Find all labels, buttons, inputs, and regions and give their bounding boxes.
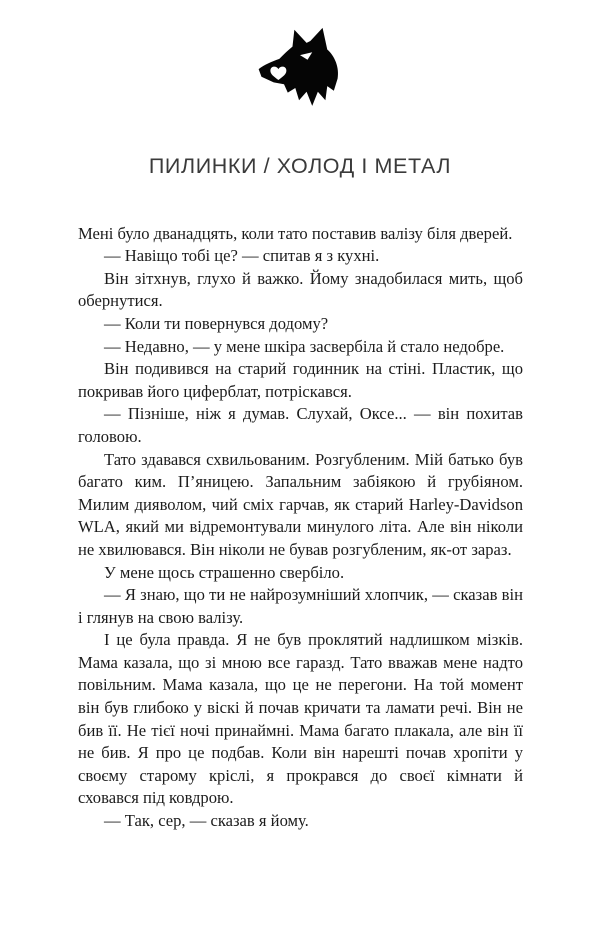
paragraph: — Так, сер, — сказав я йому. xyxy=(104,811,309,831)
paragraph: — Навіщо тобі це? — спитав я з кухні. xyxy=(104,246,380,266)
paragraph: У мене щось страшенно свербіло. xyxy=(104,562,345,582)
paragraph: Він подивився на старий годинник на стіні. Пластик, що покривав його циферблат, потріскався. xyxy=(78,359,523,401)
chapter-body xyxy=(78,223,523,833)
paragraph: Він зітхнув, глухо й важко. Йому знадобилася мить, щоб обернутися. xyxy=(78,268,523,311)
paragraph: — Пізніше, ніж я думав. Слухай, Оксе... — він похитав головою. xyxy=(78,404,523,446)
paragraph: І це була правда. Я не був проклятий надлишком мізків. Мама казала, що зі мною все гаразд. Тато вважав мене надто повільним. Мама казала, що це не перегони. На той момент він був глибоко у віскі й почав кричати та ламати речі. Він не бив її. Не тієї ночі принаймні. Мама багато плакала, але він її не бив. Я про це подбав. Коли він нарешті почав хропіти у своєму старому кріслі, я прокрався до своєї кімнати й сховався під ковдрою. xyxy=(78,630,523,808)
paragraph: — Коли ти повернувся додому? xyxy=(104,313,329,333)
paragraph: Мені було дванадцять, коли тато поставив валізу біля дверей. xyxy=(78,223,513,243)
wolf-head-with-heart-icon xyxy=(253,25,347,110)
paragraph: — Недавно, — у мене шкіра засвербіла й стало недобре. xyxy=(104,336,505,356)
paragraph: — Я знаю, що ти не найрозумніший хлопчик, — сказав він і глянув на свою валізу. xyxy=(78,585,523,627)
chapter-title: ПИЛИНКИ / ХОЛОД І МЕТАЛ xyxy=(148,153,452,178)
paragraph: Тато здавався схвильованим. Розгубленим. Мій батько був багато ким. П’яницею. Запальним забіякою й грубіяном. Милим дияволом, чий сміх гарчав, як старий Harley-Davidson WLA, який ми відремонтували минулого літа. Але він ніколи не хвилювався. Він ніколи не бував розгубленим, як-от зараз. xyxy=(78,449,523,559)
